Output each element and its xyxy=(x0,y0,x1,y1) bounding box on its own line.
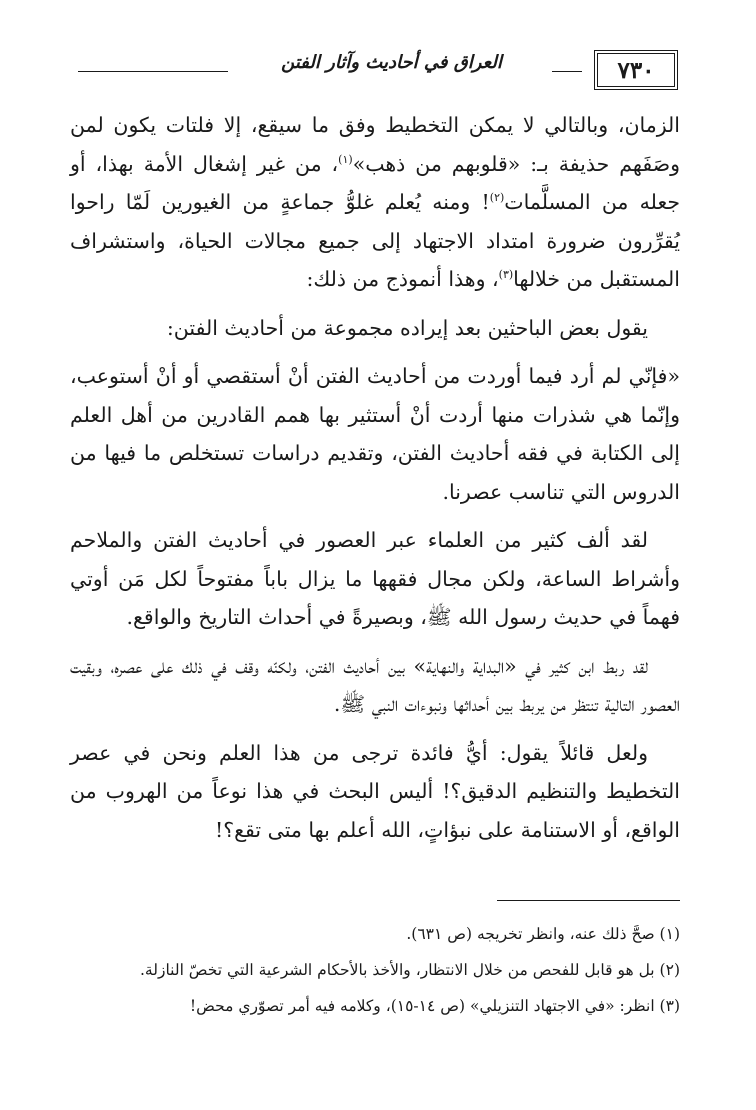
quoted-paragraph xyxy=(70,357,680,511)
text-run: الزمان، وبالتالي لا يمكن التخطيط وفق ما سيقع، إلا فلتات يكون لمن وصَفَهم حذيفة بـ: «قلوبهم من ذهب» xyxy=(70,113,681,176)
footnote-divider xyxy=(497,900,680,901)
text-run: ولعل قائلاً يقول: أيُّ فائدة ترجى من هذا العلم ونحن في عصر التخطيط والتنظيم الدقيق؟! أليس البحث في هذا نوعاً من الهروب من الواقع، أو الاستنامة على نبؤاتٍ، الله أعلم بها متى تقع؟! xyxy=(70,740,680,842)
page-number: ٧٣٠ xyxy=(594,50,678,90)
text-run: ، من غير إشغال الأمة بهذا، أو جعله من المسلَّمات xyxy=(70,151,681,214)
header-rule-right xyxy=(552,71,582,72)
text-run: «فإنّي لم أرد فيما أوردت من أحاديث الفتن أنْ أستقصي أو أنْ أستوعب، وإنّما هي شذرات منها أردت أنْ أستثير بها همم القادرين من أهل العلم إلى الكتابة في فقه أحاديث الفتن، وتقديم دراسات تستخلص ما فيها من الدروس التي تناسب عصرنا. xyxy=(70,364,680,504)
text-run: ، وهذا أنموذج من ذلك: xyxy=(306,267,499,291)
running-title: العراق في أحاديث وآثار الفتن xyxy=(281,52,502,73)
text-run: لقد ربط ابن كثير في «البداية والنهاية» بين أحاديث الفتن، ولكنّه وقف في ذلك على عصره، وبقيت العصور التالية تنتظر من يربط بين أحداثها ونبوءات النبي ﷺ. xyxy=(70,653,680,716)
text-run: يقول بعض الباحثين بعد إيراده مجموعة من أحاديث الفتن: xyxy=(166,315,648,340)
main-text xyxy=(70,106,680,849)
text-run: ! ومنه يُعلم غلوُّ جماعةٍ من الغيورين لَمّا راحوا يُقرِّرون ضرورة امتداد الاجتهاد إلى جميع مجالات الحياة، واستشراف المستقبل من خلالها xyxy=(70,190,680,291)
footnote-3: (٣) انظر: «في الاجتهاد التنزيلي» (ص ١٤-١٥)، وكلامه فيه أمر تصوّري محض! xyxy=(189,997,680,1015)
quoted-paragraph xyxy=(70,734,680,850)
paragraph xyxy=(70,309,680,348)
header-rule-left xyxy=(78,71,228,72)
quoted-paragraph xyxy=(70,647,680,724)
footnote-reference: (١) xyxy=(338,152,353,166)
running-header xyxy=(78,50,678,90)
footnote-2: (٢) بل هو قابل للفحص من خلال الانتظار، والأخذ بالأحكام الشرعية التي تخصّ النازلة. xyxy=(140,961,680,979)
footnote-reference: (٣) xyxy=(498,268,514,282)
footnote-reference: (٢) xyxy=(489,191,505,205)
text-run: لقد ألف كثير من العلماء عبر العصور في أحاديث الفتن والملاحم وأشراط الساعة، ولكن مجال فقهها ما يزال باباً مفتوحاً لكل مَن أوتي فهماً في حديث رسول الله ﷺ، وبصيرةً في أحداث التاريخ والواقع. xyxy=(70,528,680,629)
quoted-paragraph xyxy=(70,521,680,637)
footnotes xyxy=(70,918,680,1026)
footnote-1: (١) صحَّ ذلك عنه، وانظر تخريجه (ص ٦٣١). xyxy=(406,925,680,943)
paragraph xyxy=(70,106,680,299)
